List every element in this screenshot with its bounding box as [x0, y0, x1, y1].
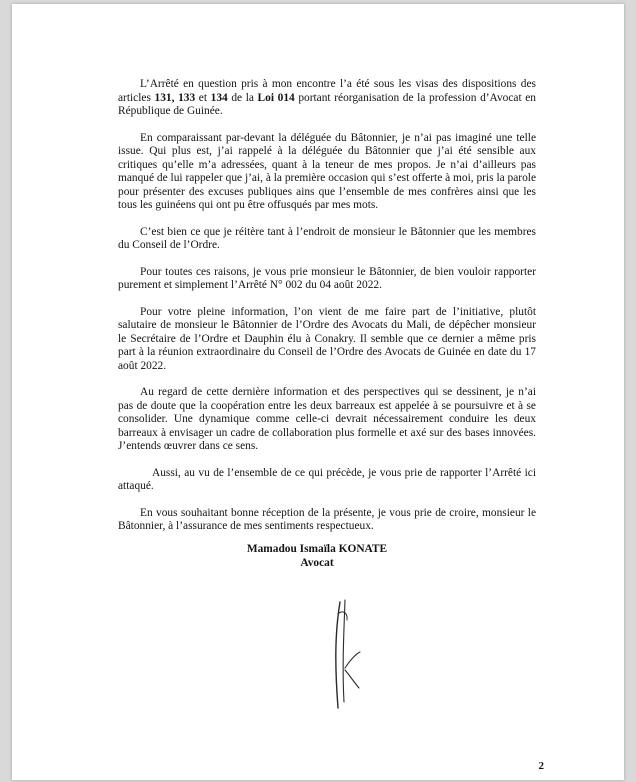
- signatory-name: Mamadou Ismaïla KONATE: [246, 543, 388, 555]
- paragraph-request: Pour toutes ces raisons, je vous prie monsieur le Bâtonnier, de bien vouloir rapporter purement et simplement l’Arrêté N° 002 du 04 août 2022.: [118, 265, 536, 291]
- paragraph-closing: En vous souhaitant bonne réception de la présente, je vous prie de croire, monsieur le Bâtonnier, à l’assurance de mes sentiments respectueux.: [118, 506, 536, 532]
- paragraph-comparution: En comparaissant par-devant la déléguée du Bâtonnier, je n’ai pas imaginé une telle issue. Qui plus est, j’ai rappelé à la déléguée du Bâtonnier que j’ai été sensible aux critiques qu’elle m’a adressées, quant à la teneur de mes propos. Je n’ai d’ailleurs pas manqué de lui rappeler que j’ai, à la première occasion qui s’est offerte à moi, pris la parole pour présenter des excuses publiques ains que l’ensemble de mes confrères ainsi que les tous les guinéens qui ont pu être offusqués par mes mots.: [118, 131, 536, 211]
- page-number: 2: [538, 760, 544, 772]
- signature-block: [224, 543, 410, 570]
- paragraph-cooperation: Au regard de cette dernière information et des perspectives qui se dessinent, je n’ai pas de doute que la coopération entre les deux barreaux est appelée à se poursuivre et à se consolider. Une dynamique comme celle-ci devrait nécessairement conduire les deux barreaux à envisager un cadre de collaboration plus formelle et axé sur des bases innovées. J’entends œuvrer dans ce sens.: [118, 386, 536, 452]
- paragraph-articles: L’Arrêté en question pris à mon encontre l’a été sous les visas des dispositions des articles 131, 133 et 134 de la Loi 014 portant réorganisation de la profession d’Avocat en République de Guinée.: [118, 78, 536, 117]
- paragraph-information: Pour votre pleine information, l’on vient de me faire part de l’initiative, plutôt salutaire de monsieur le Bâtonnier de l’Ordre des Avocats du Mali, de dépêcher monsieur le Secrétaire de l’Ordre et Dauphin élu à Conakry. Il semble que ce dernier a même pris part à la réunion extraordinaire du Conseil de l’Ordre des Avocats de Guinée en date du 17 août 2022.: [118, 305, 536, 372]
- document-page: [12, 4, 624, 780]
- paragraph-reiteration: C’est bien ce que je réitère tant à l’endroit de monsieur le Bâtonnier que les membres du Conseil de l’Ordre.: [118, 225, 536, 251]
- paragraph-conclusion: Aussi, au vu de l’ensemble de ce qui précède, je vous prie de rapporter l’Arrêté ici attaqué.: [118, 466, 536, 492]
- signatory-role: Avocat: [300, 556, 334, 569]
- handwritten-signature: [314, 596, 374, 716]
- letter-body: [118, 78, 536, 547]
